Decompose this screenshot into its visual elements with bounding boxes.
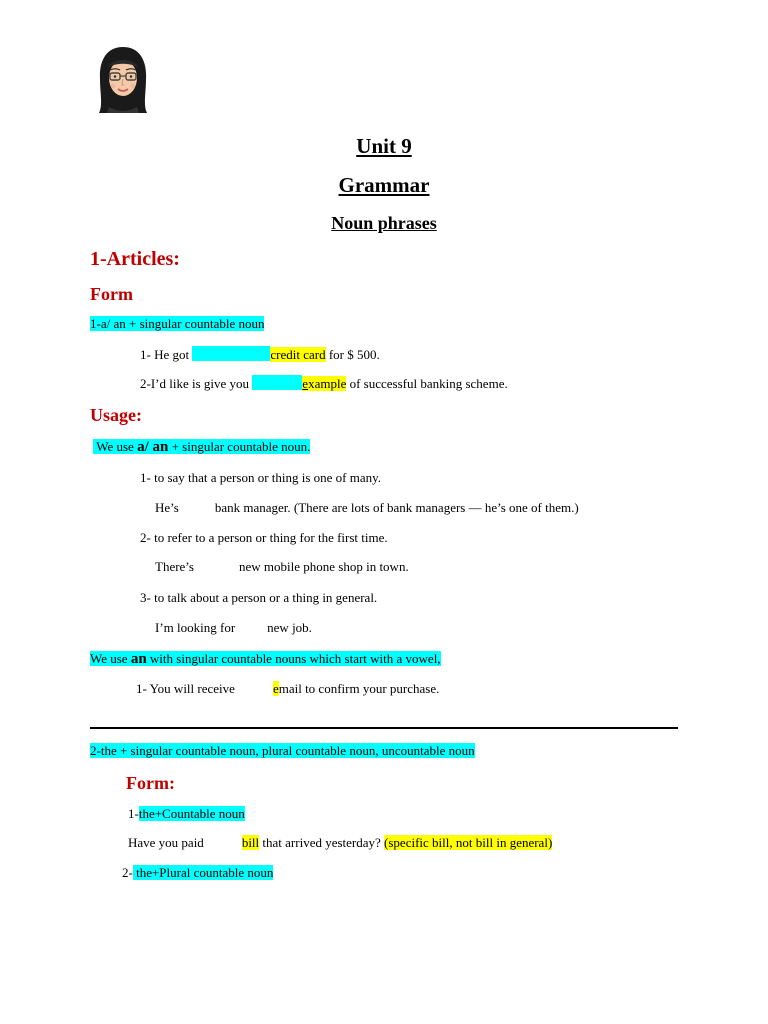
usage-point-3-example <box>155 620 312 636</box>
the-ex-middle: that arrived yesterday? <box>262 835 381 850</box>
an-rule-bold: an <box>130 651 147 667</box>
the-item-2 <box>122 865 273 881</box>
usage-intro-before: We use <box>96 439 134 454</box>
the-ex-before: Have you paid <box>128 835 204 850</box>
example-2-first-letter: e <box>302 376 309 391</box>
the-rule-line <box>90 743 475 759</box>
an-example <box>136 681 439 697</box>
example-1 <box>140 346 380 363</box>
an-rule-after: with singular countable nouns which start with a vowel, <box>149 651 441 666</box>
example-2-before: 2-I’d like is give you <box>140 376 250 391</box>
usage-point-2: 2- to refer to a person or thing for the first time. <box>140 530 388 545</box>
point-3-ex-before: I’m looking for <box>155 620 236 635</box>
point-1-ex-before: He’s <box>155 500 179 515</box>
usage-point-2-example <box>155 559 409 575</box>
the-item-2-label: the+Plural countable noun <box>136 865 274 880</box>
usage-point-1-example <box>155 500 579 516</box>
usage-intro-bold: a/ an <box>137 439 169 455</box>
articles-heading: 1-Articles: <box>90 248 180 270</box>
the-rule-text: 2-the + singular countable noun, plural countable noun, uncountable noun <box>90 743 475 758</box>
example-2-blank <box>252 375 302 390</box>
example-1-after: for $ 500. <box>328 347 380 362</box>
point-1-ex-after: bank manager. (There are lots of bank managers — he’s one of them.) <box>214 500 579 515</box>
usage-intro <box>93 439 310 456</box>
section-title: Grammar <box>338 173 430 197</box>
avatar-icon <box>95 45 151 115</box>
the-item-2-prefix: 2- <box>122 865 133 880</box>
form-label: Form <box>90 284 133 304</box>
an-rule-before: We use <box>90 651 128 666</box>
section-divider <box>90 727 678 729</box>
usage-point-3: 3- to talk about a person or a thing in general. <box>140 590 378 605</box>
example-1-highlight: credit card <box>270 347 326 362</box>
example-2-after: of successful banking scheme. <box>349 376 508 391</box>
an-example-first-letter: e <box>272 681 279 696</box>
example-1-blank <box>192 346 270 361</box>
usage-intro-after: + singular countable noun. <box>171 439 311 454</box>
an-example-before: 1- You will receive <box>136 681 235 696</box>
the-form-label: Form: <box>126 773 175 793</box>
usage-point-1: 1- to say that a person or thing is one of many. <box>140 470 382 485</box>
the-item-1-prefix: 1- <box>128 806 139 821</box>
article-rule-text: 1-a/ an + singular countable noun <box>90 316 265 331</box>
point-3-ex-after: new job. <box>267 620 312 635</box>
point-2-ex-after: new mobile phone shop in town. <box>238 559 409 574</box>
example-2 <box>140 375 508 392</box>
the-ex-note: (specific bill, not bill in general) <box>384 835 553 850</box>
the-item-1 <box>128 806 245 822</box>
the-item-1-example <box>128 835 552 851</box>
topic-title: Noun phrases <box>331 213 437 233</box>
unit-title: Unit 9 <box>356 134 412 158</box>
usage-label: Usage: <box>90 405 142 425</box>
example-2-rest: xample <box>308 376 347 391</box>
an-rule <box>90 651 441 668</box>
an-example-after: mail to confirm your purchase. <box>278 681 440 696</box>
point-2-ex-before: There’s <box>155 559 194 574</box>
the-ex-highlight: bill <box>241 835 260 850</box>
the-item-1-label: the+Countable noun <box>138 806 245 821</box>
article-rule-line <box>90 316 264 332</box>
example-1-before: 1- He got <box>140 347 190 362</box>
